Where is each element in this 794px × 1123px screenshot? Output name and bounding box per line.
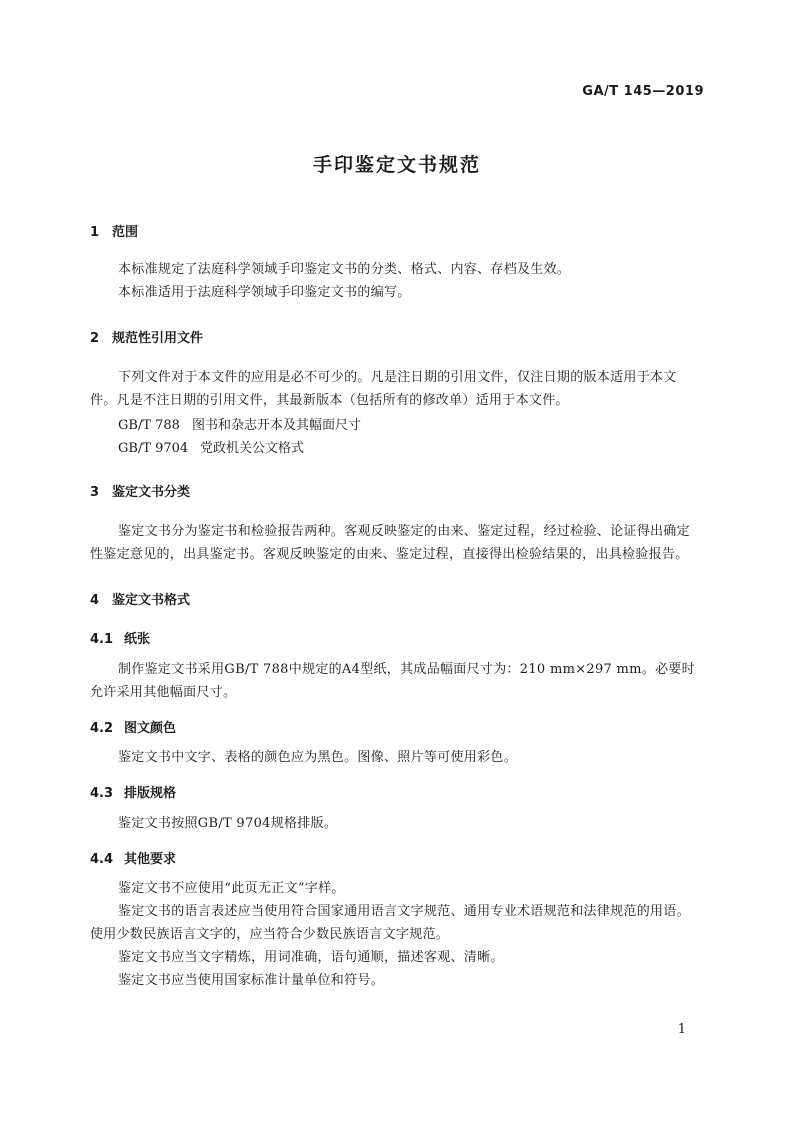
section-4-3-heading — [90, 782, 176, 801]
standard-code: GA/T 145—2019 — [582, 84, 704, 99]
section-number: 4 — [90, 593, 100, 608]
normative-reference — [118, 414, 361, 433]
section-number: 3 — [90, 485, 100, 500]
section-4-3-paragraph: 鉴定文书按照GB/T 9704规格排版。 — [118, 816, 338, 831]
section-title: 排版规格 — [124, 786, 177, 801]
section-title: 鉴定文书分类 — [112, 485, 191, 500]
section-4-1-paragraph-line-1: 制作鉴定文书采用GB/T 788中规定的A4型纸，其成品幅面尺寸为：210 mm×297 mm。必要时 — [118, 662, 695, 677]
section-4-4-paragraph-4: 鉴定文书应当使用国家标准计量单位和符号。 — [118, 973, 385, 988]
reference-code: GB/T 788 — [118, 418, 180, 433]
section-2-paragraph-line-2: 件。凡是不注日期的引用文件，其最新版本（包括所有的修改单）适用于本文件。 — [90, 393, 569, 408]
section-4-heading — [90, 589, 190, 608]
section-4-4-paragraph-2-line-2: 使用少数民族语言文字的，应当符合少数民族语言文字规范。 — [90, 927, 450, 942]
section-4-1-paragraph-line-2: 允许采用其他幅面尺寸。 — [90, 685, 237, 700]
section-1-paragraph-2: 本标准适用于法庭科学领域手印鉴定文书的编写。 — [118, 285, 411, 300]
section-4-4-paragraph-2-line-1: 鉴定文书的语言表述应当使用符合国家通用语言文字规范、通用专业术语规范和法律规范的用语。 — [118, 904, 690, 919]
reference-title: 党政机关公文格式 — [200, 441, 305, 456]
section-2-heading — [90, 327, 203, 346]
section-title: 其他要求 — [124, 852, 177, 867]
page-number: 1 — [677, 1022, 686, 1037]
section-4-2-heading — [90, 717, 176, 736]
section-number: 4.2 — [90, 721, 114, 736]
section-number: 1 — [90, 225, 100, 240]
reference-title: 图书和杂志开本及其幅面尺寸 — [192, 418, 362, 433]
section-4-4-paragraph-1: 鉴定文书不应使用“此页无正文”字样。 — [118, 881, 345, 896]
section-4-4-heading — [90, 848, 176, 867]
section-4-4-paragraph-3: 鉴定文书应当文字精炼，用词准确，语句通顺，描述客观、清晰。 — [118, 950, 504, 965]
section-3-paragraph-line-1: 鉴定文书分为鉴定书和检验报告两种。客观反映鉴定的由来、鉴定过程，经过检验、论证得出确定 — [118, 524, 690, 539]
section-title: 规范性引用文件 — [112, 331, 204, 346]
section-title: 纸张 — [124, 632, 151, 647]
section-number: 2 — [90, 331, 100, 346]
section-4-2-paragraph: 鉴定文书中文字、表格的颜色应为黑色。图像、照片等可使用彩色。 — [118, 750, 518, 765]
section-3-paragraph-line-2: 性鉴定意见的，出具鉴定书。客观反映鉴定的由来、鉴定过程，直接得出检验结果的，出具检验报告。 — [90, 547, 689, 562]
section-number: 4.1 — [90, 632, 114, 647]
normative-reference — [118, 437, 304, 456]
reference-code: GB/T 9704 — [118, 441, 189, 456]
section-title: 范围 — [112, 225, 139, 240]
section-3-heading — [90, 481, 190, 500]
section-4-1-heading — [90, 628, 150, 647]
section-title: 图文颜色 — [124, 721, 177, 736]
document-title: 手印鉴定文书规范 — [312, 154, 481, 176]
section-2-paragraph-line-1: 下列文件对于本文件的应用是必不可少的。凡是注日期的引用文件，仅注日期的版本适用于本文 — [118, 370, 677, 385]
section-number: 4.3 — [90, 786, 114, 801]
section-number: 4.4 — [90, 852, 114, 867]
section-1-heading — [90, 221, 138, 240]
section-1-paragraph-1: 本标准规定了法庭科学领域手印鉴定文书的分类、格式、内容、存档及生效。 — [118, 262, 571, 277]
section-title: 鉴定文书格式 — [112, 593, 191, 608]
